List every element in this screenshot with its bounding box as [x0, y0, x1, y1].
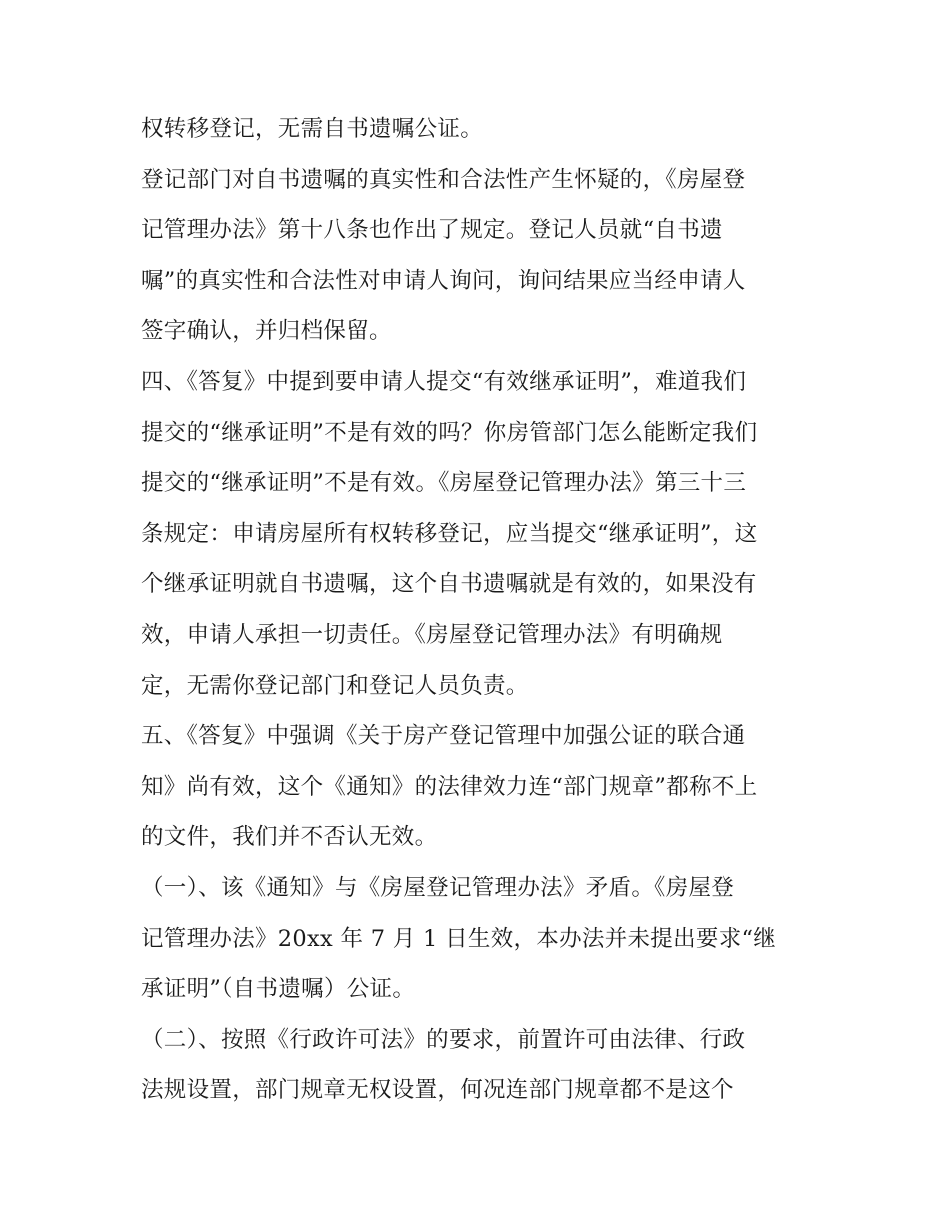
- text-line: 签字确认，并归档保留。: [141, 318, 392, 345]
- text-line: 条规定：申请房屋所有权转移登记，应当提交“继承证明”，这: [141, 520, 758, 547]
- text-line: 登记部门对自书遗嘱的真实性和合法性产生怀疑的，《房屋登: [141, 166, 746, 193]
- text-line: （二）、按照《行政许可法》的要求，前置许可由法律、行政: [141, 1026, 746, 1053]
- text-line: 的文件，我们并不否认无效。: [141, 824, 438, 851]
- text-line: 个继承证明就自书遗嘱，这个自书遗嘱就是有效的，如果没有: [141, 571, 757, 598]
- text-line: 嘱”的真实性和合法性对申请人询问，询问结果应当经申请人: [141, 267, 746, 294]
- text-line: 定，无需你登记部门和登记人员负责。: [141, 672, 529, 699]
- text-line: 五、《答复》中强调《关于房产登记管理中加强公证的联合通: [141, 723, 746, 750]
- text-line: 记管理办法》第十八条也作出了规定。登记人员就“自书遗: [141, 217, 723, 244]
- text-line: 记管理办法》20xx 年 7 月 1 日生效，本办法并未提出要求“继: [141, 925, 777, 952]
- text-line: （一）、该《通知》与《房屋登记管理办法》矛盾。《房屋登: [141, 874, 735, 901]
- text-line: 效，申请人承担一切责任。《房屋登记管理办法》有明确规: [141, 621, 723, 648]
- text-line: 承证明”（自书遗嘱）公证。: [141, 976, 416, 1003]
- text-line: 提交的“继承证明”不是有效的吗？你房管部门怎么能断定我们: [141, 419, 758, 446]
- text-line: 权转移登记，无需自书遗嘱公证。: [141, 116, 484, 142]
- text-line: 知》尚有效，这个《通知》的法律效力连“部门规章”都称不上: [141, 773, 758, 800]
- text-line: 四、《答复》中提到要申请人提交“有效继承证明”，难道我们: [141, 368, 747, 395]
- body-text: [141, 104, 813, 1116]
- text-line: 提交的“继承证明”不是有效。《房屋登记管理办法》第三十三: [141, 470, 747, 497]
- text-line: 法规设置，部门规章无权设置，何况连部门规章都不是这个: [141, 1077, 734, 1104]
